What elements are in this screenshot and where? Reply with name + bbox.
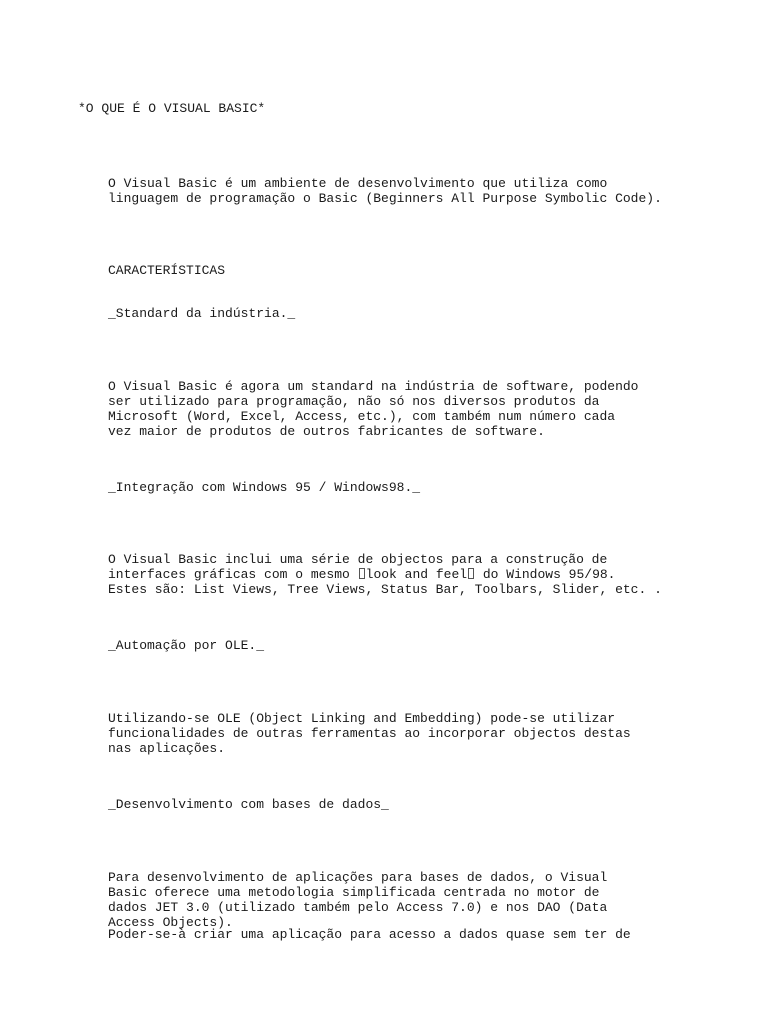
text-line: ser utilizado para programação, não só nos diversos produtos da — [108, 394, 600, 409]
text-line: funcionalidades de outras ferramentas ao incorporar objectos destas — [108, 726, 631, 741]
text-line: nas aplicações. — [108, 741, 226, 756]
text-fragment: look and feel — [365, 567, 468, 582]
ole-paragraph — [108, 681, 631, 786]
features-heading: CARACTERÍSTICAS — [108, 263, 226, 278]
text-line: O Visual Basic é um ambiente de desenvolvimento que utiliza como — [108, 176, 608, 191]
missing-glyph-icon — [468, 568, 474, 579]
databases-closing-line: Poder-se-à criar uma aplicação para acesso a dados quase sem ter de — [108, 927, 631, 942]
databases-paragraph — [108, 840, 607, 960]
standard-heading: _Standard da indústria._ — [108, 306, 296, 321]
windows-heading: _Integração com Windows 95 / Windows98._ — [108, 480, 421, 495]
text-line: linguagem de programação o Basic (Beginners All Purpose Symbolic Code). — [108, 191, 662, 206]
text-line: O Visual Basic é agora um standard na indústria de software, podendo — [108, 379, 639, 394]
text-fragment: do Windows 95/98. — [475, 567, 616, 582]
document-title: *O QUE É O VISUAL BASIC* — [78, 101, 266, 116]
text-line — [108, 567, 662, 582]
text-line: Utilizando-se OLE (Object Linking and Embedding) pode-se utilizar — [108, 711, 616, 726]
text-line: O Visual Basic inclui uma série de objectos para a construção de — [108, 552, 608, 567]
text-line: vez maior de produtos de outros fabricantes de software. — [108, 424, 545, 439]
text-line: Estes são: List Views, Tree Views, Status Bar, Toolbars, Slider, etc. . — [108, 582, 662, 597]
text-line: Microsoft (Word, Excel, Access, etc.), com também num número cada — [108, 409, 616, 424]
text-fragment: interfaces gráficas com o mesmo — [108, 567, 358, 582]
ole-heading: _Automação por OLE._ — [108, 638, 265, 653]
databases-heading: _Desenvolvimento com bases de dados_ — [108, 797, 389, 812]
text-line: Para desenvolvimento de aplicações para bases de dados, o Visual — [108, 870, 608, 885]
text-line: Access Objects). — [108, 915, 233, 930]
intro-paragraph — [108, 146, 662, 236]
text-line: dados JET 3.0 (utilizado também pelo Access 7.0) e nos DAO (Data — [108, 900, 608, 915]
text-line: Basic oferece uma metodologia simplificada centrada no motor de — [108, 885, 600, 900]
missing-glyph-icon — [359, 568, 365, 579]
standard-paragraph — [108, 349, 639, 469]
windows-paragraph — [108, 522, 662, 627]
